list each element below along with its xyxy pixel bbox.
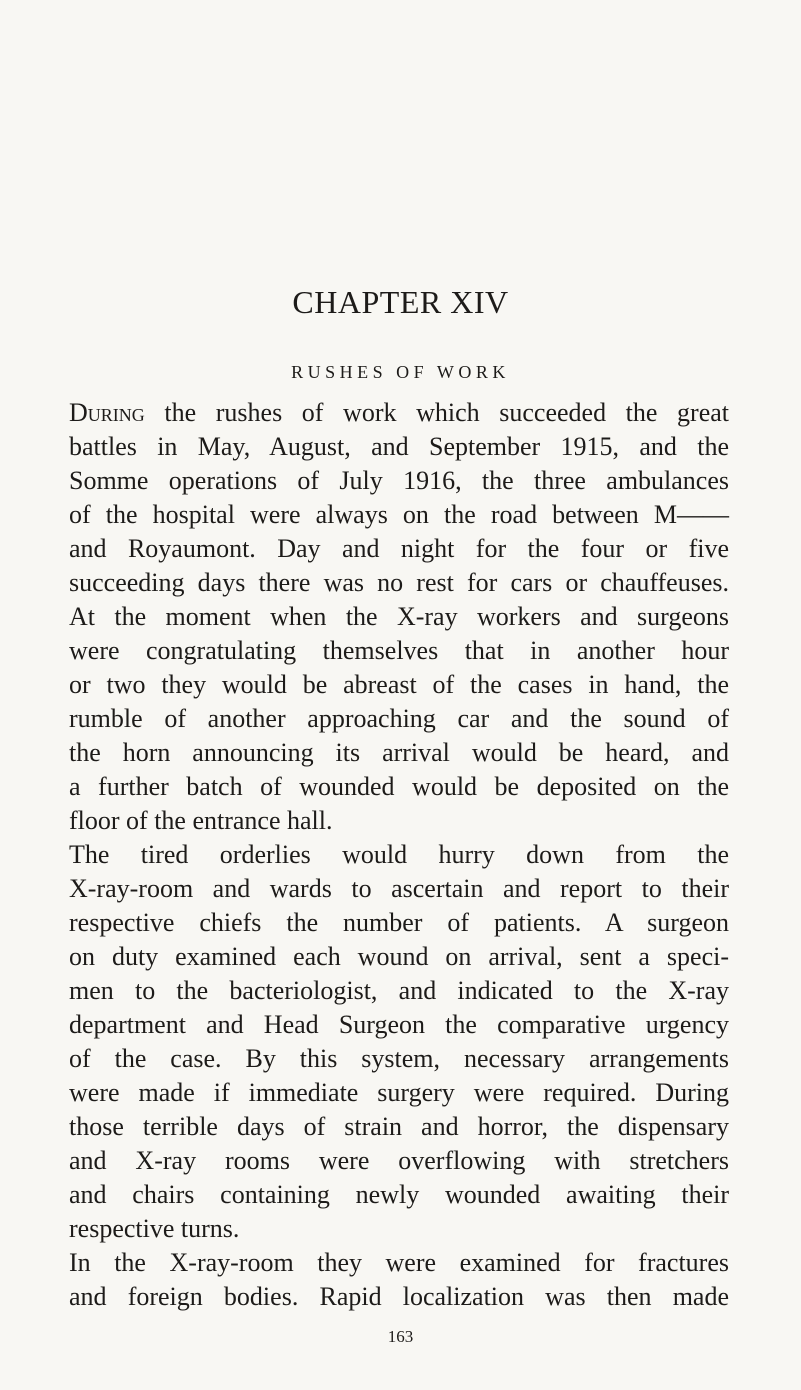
text-line: succeeding days there was no rest for cars or chauffeuses.: [69, 568, 729, 597]
text-line: and foreign bodies. Rapid localization was then made: [69, 1282, 729, 1311]
text-line: [69, 396, 729, 430]
text-line: a further batch of wounded would be deposited on the: [69, 772, 729, 801]
chapter-subtitle: RUSHES OF WORK: [291, 362, 510, 382]
text-line-rest: the rushes of work which succeeded the great: [144, 398, 729, 427]
chapter-title: CHAPTER XIV: [292, 284, 509, 320]
text-line: department and Head Surgeon the comparative urgency: [69, 1010, 729, 1039]
text-line: and chairs containing newly wounded awaiting their: [69, 1180, 729, 1209]
text-line: At the moment when the X-ray workers and surgeons: [69, 602, 729, 631]
opening-word: During: [69, 398, 145, 427]
text-line: men to the bacteriologist, and indicated to the X-ray: [69, 976, 729, 1005]
page-number: 163: [387, 1327, 414, 1346]
text-line: The tired orderlies would hurry down from the: [69, 840, 729, 869]
text-line: the horn announcing its arrival would be heard, and: [69, 738, 729, 767]
text-line: floor of the entrance hall.: [69, 806, 333, 835]
text-line: X-ray-room and wards to ascertain and report to their: [69, 874, 729, 903]
text-line: were made if immediate surgery were required. During: [69, 1078, 729, 1107]
text-line: of the hospital were always on the road between M——: [69, 500, 729, 529]
text-line: respective turns.: [69, 1214, 240, 1243]
text-line: those terrible days of strain and horror, the dispensary: [69, 1112, 729, 1141]
text-line: respective chiefs the number of patients. A surgeon: [69, 908, 729, 937]
text-line: on duty examined each wound on arrival, sent a speci-: [69, 942, 729, 971]
text-line: rumble of another approaching car and the sound of: [69, 704, 729, 733]
text-line: Somme operations of July 1916, the three ambulances: [69, 466, 729, 495]
text-line: were congratulating themselves that in another hour: [69, 636, 729, 665]
body-text: [69, 396, 729, 1314]
text-line: and X-ray rooms were overflowing with stretchers: [69, 1146, 729, 1175]
text-line: or two they would be abreast of the cases in hand, the: [69, 670, 729, 699]
text-line: of the case. By this system, necessary arrangements: [69, 1044, 729, 1073]
text-line: and Royaumont. Day and night for the four or five: [69, 534, 729, 563]
text-line: battles in May, August, and September 1915, and the: [69, 432, 729, 461]
text-line: In the X-ray-room they were examined for fractures: [69, 1248, 729, 1277]
